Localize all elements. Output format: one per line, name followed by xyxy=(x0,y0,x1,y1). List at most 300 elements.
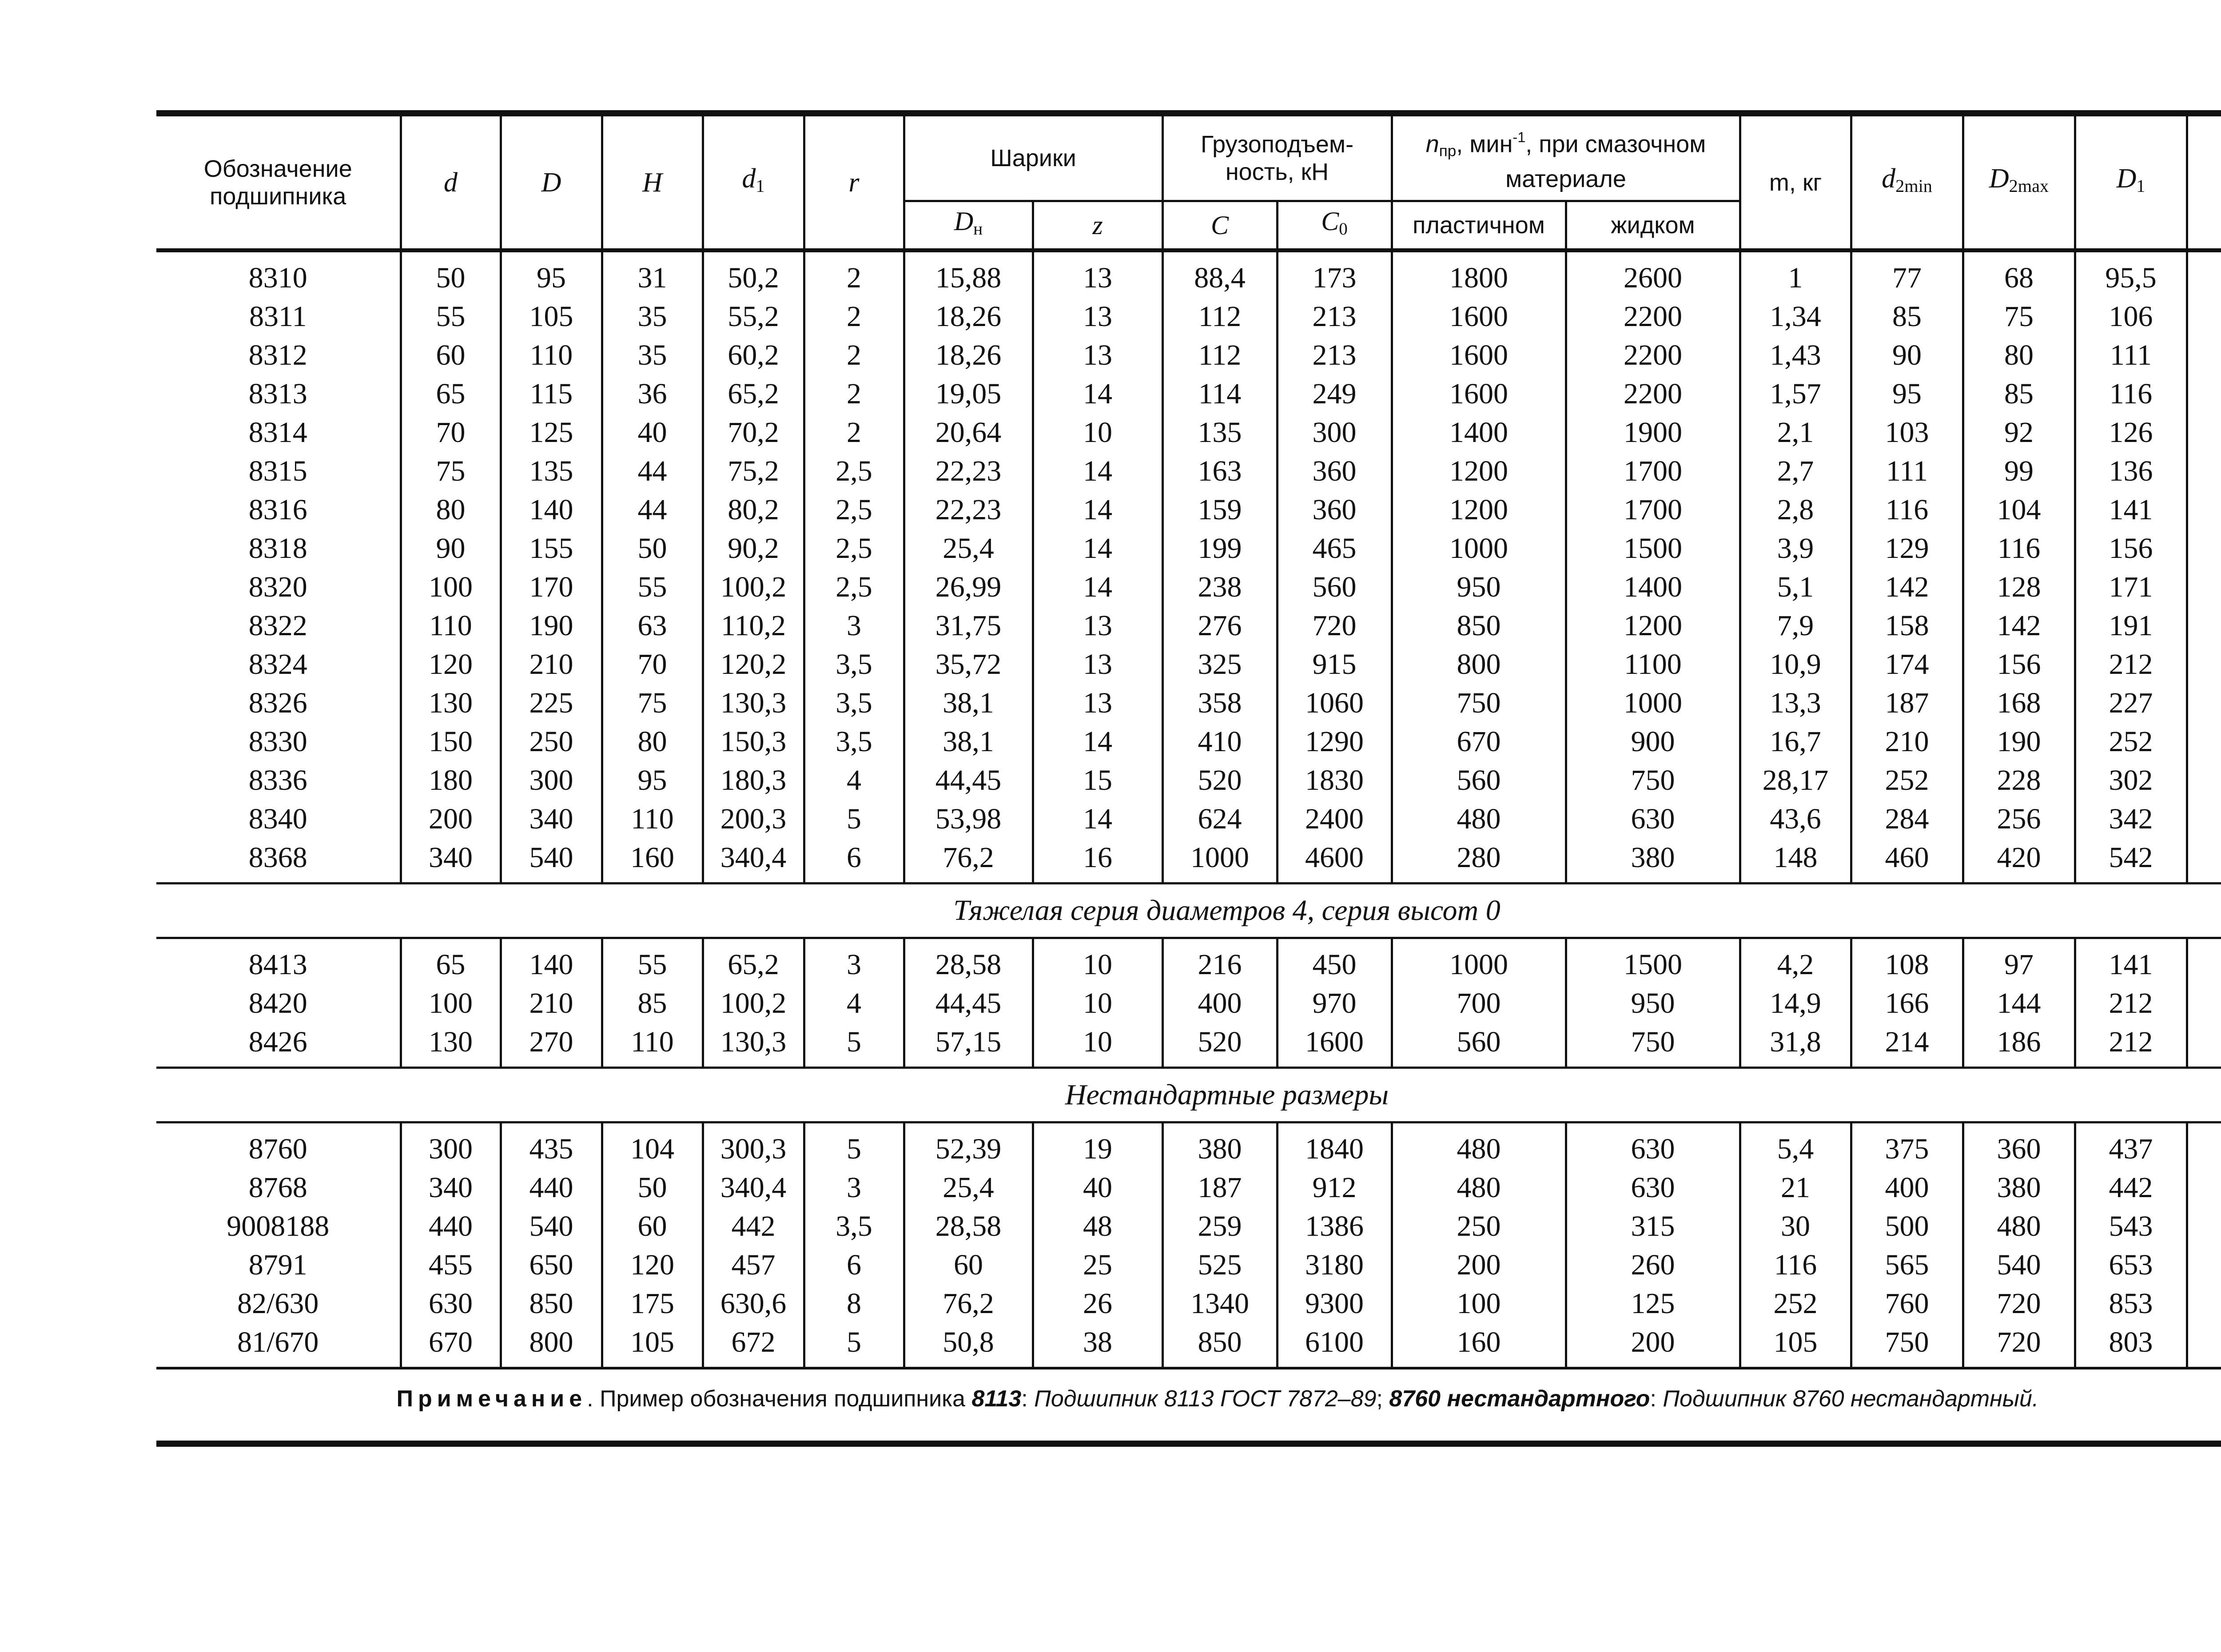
table-cell: 542 xyxy=(2075,838,2187,884)
table-cell: 1600 xyxy=(1392,374,1566,413)
table-cell xyxy=(2187,645,2221,684)
table-cell: 110 xyxy=(602,800,703,838)
table-cell: 6 xyxy=(804,838,904,884)
table-cell: 400 xyxy=(1851,1168,1963,1207)
table-cell: 700 xyxy=(1392,984,1566,1023)
table-cell: 80,2 xyxy=(703,490,804,529)
table-cell: 543 xyxy=(2075,1207,2187,1246)
table-cell: 110 xyxy=(501,336,602,374)
table-cell: 2,5 xyxy=(804,568,904,606)
table-cell: 160 xyxy=(1392,1323,1566,1367)
bearing-designation-cell: 8322 xyxy=(248,609,307,642)
table-cell: 375 xyxy=(1851,1123,1963,1169)
table-cell: 5 xyxy=(804,800,904,838)
header-C0: $C_0$ xyxy=(1277,201,1392,249)
table-cell: 200 xyxy=(1392,1246,1566,1284)
table-cell: 104 xyxy=(602,1123,703,1169)
table-cell: 440 xyxy=(501,1168,602,1207)
table-cell: 10 xyxy=(1033,1023,1162,1068)
table-cell: 380 xyxy=(1566,838,1740,884)
table-cell: 20,64 xyxy=(904,413,1033,452)
table-cell: 672 xyxy=(703,1323,804,1367)
table-cell: 1500 xyxy=(1566,938,1740,984)
table-cell: 2200 xyxy=(1566,297,1740,336)
table-cell: 3,9 xyxy=(1740,529,1851,568)
table-cell: 480 xyxy=(1392,1168,1566,1207)
table-cell: 2200 xyxy=(1566,336,1740,374)
table-cell xyxy=(2187,800,2221,838)
table-cell: 4 xyxy=(804,984,904,1023)
table-cell: 105 xyxy=(501,297,602,336)
table-cell: 136 xyxy=(2075,452,2187,490)
bearing-designation-cell: 81/670 xyxy=(237,1326,319,1358)
table-cell xyxy=(2187,938,2221,984)
table-row xyxy=(156,984,2221,1023)
table-cell: 624 xyxy=(1162,800,1277,838)
table-cell: 25,4 xyxy=(904,1168,1033,1207)
bearing-designation-cell: 8326 xyxy=(248,687,307,719)
table-cell: 14 xyxy=(1033,722,1162,761)
table-cell: 2 xyxy=(804,336,904,374)
header-designation: Обозначение подшипника xyxy=(203,155,352,210)
table-cell: 1,43 xyxy=(1740,336,1851,374)
table-cell: 28,17 xyxy=(1740,761,1851,800)
header-C: C xyxy=(1162,201,1277,249)
table-cell: 850 xyxy=(1392,606,1566,645)
table-cell xyxy=(2187,297,2221,336)
table-cell: 630 xyxy=(1566,1168,1740,1207)
table-cell: 76,2 xyxy=(904,1284,1033,1323)
table-cell: 2,5 xyxy=(804,529,904,568)
note-text: ; xyxy=(1376,1386,1389,1412)
table-cell: 100 xyxy=(401,568,501,606)
table-cell: 442 xyxy=(703,1207,804,1246)
header-d2min: $d_{2min}$ xyxy=(1851,116,1963,248)
table-cell: 225 xyxy=(501,684,602,722)
table-cell: 460 xyxy=(1851,838,1963,884)
header-D: D xyxy=(501,116,602,248)
table-cell: 57,15 xyxy=(904,1023,1033,1068)
table-cell: 340 xyxy=(501,800,602,838)
header-H: H xyxy=(602,116,703,248)
table-cell: 800 xyxy=(501,1323,602,1367)
table-cell: 1340 xyxy=(1162,1284,1277,1323)
table-cell: 450 xyxy=(1277,938,1392,984)
table-cell: 60 xyxy=(401,336,501,374)
table-cell: 14 xyxy=(1033,529,1162,568)
table-cell: 126 xyxy=(2075,413,2187,452)
table-cell: 630,6 xyxy=(703,1284,804,1323)
bearing-designation-cell: 8310 xyxy=(248,262,307,294)
table-cell: 950 xyxy=(1392,568,1566,606)
table-cell: 650 xyxy=(501,1246,602,1284)
table-note xyxy=(156,1367,2221,1441)
table-cell: 140 xyxy=(501,938,602,984)
table-cell: 480 xyxy=(1392,800,1566,838)
table-cell: 630 xyxy=(1566,1123,1740,1169)
note-example: Подшипник 8113 ГОСТ 7872–89 xyxy=(1034,1386,1377,1412)
table-cell: 44 xyxy=(602,452,703,490)
table-cell: 116 xyxy=(1963,529,2075,568)
table-cell xyxy=(2187,1323,2221,1367)
table-cell: 270 xyxy=(501,1023,602,1068)
bearing-designation-cell: 8311 xyxy=(249,300,307,333)
table-cell: 103 xyxy=(1851,413,1963,452)
table-cell: 50,2 xyxy=(703,252,804,297)
table-cell: 13 xyxy=(1033,606,1162,645)
table-cell: 1000 xyxy=(1162,838,1277,884)
table-cell: 155 xyxy=(501,529,602,568)
table-cell: 1100 xyxy=(1566,645,1740,684)
table-cell xyxy=(2187,1284,2221,1323)
table-cell: 148 xyxy=(1740,838,1851,884)
note-text: : xyxy=(1021,1386,1035,1412)
table-cell: 1386 xyxy=(1277,1207,1392,1246)
header-d1: $d_1$ xyxy=(703,116,804,248)
table-cell: 19 xyxy=(1033,1123,1162,1169)
table-cell: 850 xyxy=(1162,1323,1277,1367)
table-cell: 130 xyxy=(401,684,501,722)
table-cell: 95,5 xyxy=(2075,252,2187,297)
table-cell xyxy=(2187,1246,2221,1284)
table-cell: 302 xyxy=(2075,761,2187,800)
table-cell: 360 xyxy=(1963,1123,2075,1169)
table-cell: 16 xyxy=(1033,838,1162,884)
table-cell: 200,3 xyxy=(703,800,804,838)
table-cell: 100,2 xyxy=(703,568,804,606)
table-cell: 110 xyxy=(602,1023,703,1068)
table-cell: 18,26 xyxy=(904,336,1033,374)
table-cell: 31,75 xyxy=(904,606,1033,645)
table-cell: 212 xyxy=(2075,1023,2187,1068)
table-cell xyxy=(2187,252,2221,297)
table-cell: 560 xyxy=(1277,568,1392,606)
table-cell: 410 xyxy=(1162,722,1277,761)
table-cell: 44,45 xyxy=(904,984,1033,1023)
note-label: Примечание xyxy=(396,1386,587,1412)
table-cell: 480 xyxy=(1963,1207,2075,1246)
table-cell: 60 xyxy=(904,1246,1033,1284)
bearing-designation-cell: 8336 xyxy=(248,764,307,796)
table-cell: 457 xyxy=(703,1246,804,1284)
table-cell: 13 xyxy=(1033,252,1162,297)
table-cell: 249 xyxy=(1277,374,1392,413)
table-cell: 187 xyxy=(1162,1168,1277,1207)
header-r: r xyxy=(804,116,904,248)
table-cell: 100 xyxy=(1392,1284,1566,1323)
table-cell: 36 xyxy=(602,374,703,413)
table-cell: 116 xyxy=(1851,490,1963,529)
table-cell: 1600 xyxy=(1392,297,1566,336)
table-cell: 150,3 xyxy=(703,722,804,761)
bearing-designation-cell: 8426 xyxy=(248,1026,307,1058)
table-cell: 340 xyxy=(401,1168,501,1207)
table-cell: 1900 xyxy=(1566,413,1740,452)
table-cell: 99 xyxy=(1963,452,2075,490)
table-row xyxy=(156,529,2221,568)
table-cell: 70,2 xyxy=(703,413,804,452)
table-cell: 213 xyxy=(1277,336,1392,374)
bearing-designation-cell: 8318 xyxy=(248,532,307,565)
top-rule xyxy=(156,110,2221,116)
table-cell: 55 xyxy=(602,938,703,984)
table-cell: 2,7 xyxy=(1740,452,1851,490)
table-cell: 14 xyxy=(1033,490,1162,529)
table-cell: 15 xyxy=(1033,761,1162,800)
table-cell: 13 xyxy=(1033,684,1162,722)
table-cell: 1200 xyxy=(1392,452,1566,490)
table-cell: 159 xyxy=(1162,490,1277,529)
table-cell: 114 xyxy=(1162,374,1277,413)
table-cell: 10 xyxy=(1033,984,1162,1023)
table-cell: 60,2 xyxy=(703,336,804,374)
table-cell: 380 xyxy=(1963,1168,2075,1207)
table-cell: 26 xyxy=(1033,1284,1162,1323)
table-cell: 75,2 xyxy=(703,452,804,490)
table-cell: 76,2 xyxy=(904,838,1033,884)
table-cell: 65 xyxy=(401,374,501,413)
table-cell xyxy=(2187,374,2221,413)
bearing-designation-cell: 8312 xyxy=(248,339,307,371)
note-code: 8113 xyxy=(971,1386,1022,1412)
table-cell: 1400 xyxy=(1566,568,1740,606)
table-cell: 252 xyxy=(2075,722,2187,761)
table-cell: 6100 xyxy=(1277,1323,1392,1367)
table-cell: 142 xyxy=(1963,606,2075,645)
table-cell: 276 xyxy=(1162,606,1277,645)
table-cell: 21 xyxy=(1740,1168,1851,1207)
table-cell: 1000 xyxy=(1392,529,1566,568)
note-example: Подшипник 8760 нестандартный. xyxy=(1663,1386,2039,1412)
table-cell: 166 xyxy=(1851,984,1963,1023)
table-cell: 1700 xyxy=(1566,452,1740,490)
table-cell: 110,2 xyxy=(703,606,804,645)
table-cell: 3,5 xyxy=(804,722,904,761)
table-cell: 95 xyxy=(1851,374,1963,413)
table-cell: 1000 xyxy=(1566,684,1740,722)
table-cell: 435 xyxy=(501,1123,602,1169)
table-cell: 540 xyxy=(501,1207,602,1246)
table-cell: 213 xyxy=(1277,297,1392,336)
table-cell: 170 xyxy=(501,568,602,606)
table-cell xyxy=(2187,684,2221,722)
table-cell: 186 xyxy=(1963,1023,2075,1068)
table-cell: 1600 xyxy=(1277,1023,1392,1068)
bearing-designation-cell: 8340 xyxy=(248,803,307,835)
table-cell: 14 xyxy=(1033,452,1162,490)
table-cell: 3180 xyxy=(1277,1246,1392,1284)
table-cell: 105 xyxy=(1740,1323,1851,1367)
table-cell: 1830 xyxy=(1277,761,1392,800)
table-cell: 1290 xyxy=(1277,722,1392,761)
table-cell: 1400 xyxy=(1392,413,1566,452)
table-cell: 520 xyxy=(1162,1023,1277,1068)
table-cell: 670 xyxy=(1392,722,1566,761)
table-cell: 238 xyxy=(1162,568,1277,606)
table-cell: 455 xyxy=(401,1246,501,1284)
table-cell: 4600 xyxy=(1277,838,1392,884)
table-cell: 227 xyxy=(2075,684,2187,722)
table-cell: 125 xyxy=(1566,1284,1740,1323)
table-cell xyxy=(2187,761,2221,800)
header-D1: $D_1$ xyxy=(2075,116,2187,248)
table-cell: 13 xyxy=(1033,297,1162,336)
bearing-designation-cell: 8791 xyxy=(248,1249,307,1281)
table-cell: 340,4 xyxy=(703,1168,804,1207)
header-Dn: $D_н$ xyxy=(904,201,1033,249)
table-cell: 300 xyxy=(501,761,602,800)
table-cell: 250 xyxy=(1392,1207,1566,1246)
table-cell: 540 xyxy=(501,838,602,884)
table-cell: 560 xyxy=(1392,761,1566,800)
table-cell: 88,4 xyxy=(1162,252,1277,297)
table-cell: 100 xyxy=(401,984,501,1023)
table-cell: 260 xyxy=(1566,1246,1740,1284)
table-cell: 97 xyxy=(1963,938,2075,984)
table-cell: 13 xyxy=(1033,336,1162,374)
table-cell: 44,45 xyxy=(904,761,1033,800)
table-cell: 180,3 xyxy=(703,761,804,800)
note-code: 8760 нестандартного xyxy=(1389,1386,1650,1412)
table-cell: 210 xyxy=(1851,722,1963,761)
header-d: d xyxy=(401,116,501,248)
table-cell: 630 xyxy=(1566,800,1740,838)
table-cell: 128 xyxy=(1963,568,2075,606)
table-cell: 85 xyxy=(602,984,703,1023)
table-cell: 2200 xyxy=(1566,374,1740,413)
table-cell: 53,98 xyxy=(904,800,1033,838)
table-cell: 2,1 xyxy=(1740,413,1851,452)
table-cell: 630 xyxy=(401,1284,501,1323)
table-cell: 55 xyxy=(401,297,501,336)
header-mass: m, кг xyxy=(1740,116,1851,248)
table-cell: 6 xyxy=(804,1246,904,1284)
table-cell: 228 xyxy=(1963,761,2075,800)
bearing-designation-cell: 8314 xyxy=(248,416,307,449)
table-row xyxy=(156,452,2221,490)
table-cell xyxy=(2187,490,2221,529)
table-row xyxy=(156,722,2221,761)
table-cell: 3,5 xyxy=(804,1207,904,1246)
table-cell: 720 xyxy=(1963,1323,2075,1367)
table-cell: 9300 xyxy=(1277,1284,1392,1323)
header-z: z xyxy=(1033,201,1162,249)
table-cell: 2,5 xyxy=(804,490,904,529)
table-cell: 1,34 xyxy=(1740,297,1851,336)
note-text: . Пример обозначения подшипника xyxy=(587,1386,972,1412)
table-cell: 10 xyxy=(1033,938,1162,984)
table-cell: 68 xyxy=(1963,252,2075,297)
table-cell: 80 xyxy=(401,490,501,529)
table-cell: 5 xyxy=(804,1023,904,1068)
bearing-designation-cell: 8330 xyxy=(248,725,307,758)
table-cell: 70 xyxy=(602,645,703,684)
table-cell: 52,39 xyxy=(904,1123,1033,1169)
table-row xyxy=(156,1023,2221,1068)
table-row xyxy=(156,938,2221,984)
table-cell xyxy=(2187,1207,2221,1246)
table-cell: 140 xyxy=(501,490,602,529)
header-balls: Шарики xyxy=(904,116,1162,201)
table-cell: 43,6 xyxy=(1740,800,1851,838)
table-cell: 1000 xyxy=(1392,938,1566,984)
table-cell: 1700 xyxy=(1566,490,1740,529)
table-cell: 250 xyxy=(501,722,602,761)
table-cell: 55 xyxy=(602,568,703,606)
table-cell xyxy=(2187,452,2221,490)
table-cell: 358 xyxy=(1162,684,1277,722)
table-cell: 2,8 xyxy=(1740,490,1851,529)
table-cell: 7,9 xyxy=(1740,606,1851,645)
table-cell xyxy=(2187,1168,2221,1207)
table-cell: 5 xyxy=(804,1323,904,1367)
note-text: : xyxy=(1650,1386,1663,1412)
bearing-designation-cell: 8316 xyxy=(248,494,307,526)
table-row xyxy=(156,838,2221,884)
table-cell: 135 xyxy=(501,452,602,490)
table-cell: 800 xyxy=(1392,645,1566,684)
table-cell: 180 xyxy=(401,761,501,800)
table-cell: 116 xyxy=(1740,1246,1851,1284)
table-cell: 105 xyxy=(602,1323,703,1367)
table-cell: 3 xyxy=(804,606,904,645)
header-D2max: $D_{2max}$ xyxy=(1963,116,2075,248)
table-cell: 8 xyxy=(804,1284,904,1323)
table-cell: 80 xyxy=(1963,336,2075,374)
table-cell: 210 xyxy=(501,984,602,1023)
table-cell: 100,2 xyxy=(703,984,804,1023)
table-cell: 158 xyxy=(1851,606,1963,645)
table-cell: 171 xyxy=(2075,568,2187,606)
table-cell xyxy=(2187,984,2221,1023)
table-cell: 60 xyxy=(602,1207,703,1246)
table-cell: 1060 xyxy=(1277,684,1392,722)
table-cell: 120 xyxy=(401,645,501,684)
table-cell: 360 xyxy=(1277,490,1392,529)
table-cell: 525 xyxy=(1162,1246,1277,1284)
table-cell xyxy=(2187,336,2221,374)
table-cell: 565 xyxy=(1851,1246,1963,1284)
table-cell xyxy=(2187,1023,2221,1068)
table-cell: 163 xyxy=(1162,452,1277,490)
header-plastic: пластичном xyxy=(1392,201,1566,249)
table-cell: 48 xyxy=(1033,1207,1162,1246)
table-cell: 1600 xyxy=(1392,336,1566,374)
table-cell: 720 xyxy=(1277,606,1392,645)
table-cell: 3,5 xyxy=(804,645,904,684)
header-bmin xyxy=(2187,116,2221,248)
table-cell: 1 xyxy=(1740,252,1851,297)
table-cell: 160 xyxy=(602,838,703,884)
table-cell: 174 xyxy=(1851,645,1963,684)
table-cell: 360 xyxy=(1277,452,1392,490)
header-liquid: жидком xyxy=(1566,201,1740,249)
table-cell: 110 xyxy=(401,606,501,645)
table-cell: 853 xyxy=(2075,1284,2187,1323)
table-cell: 85 xyxy=(1851,297,1963,336)
table-cell: 210 xyxy=(501,645,602,684)
table-cell: 90,2 xyxy=(703,529,804,568)
table-cell: 256 xyxy=(1963,800,2075,838)
table-cell: 28,58 xyxy=(904,1207,1033,1246)
table-cell: 1200 xyxy=(1392,490,1566,529)
table-cell: 135 xyxy=(1162,413,1277,452)
table-cell: 2 xyxy=(804,252,904,297)
bearing-designation-cell: 9008188 xyxy=(227,1210,330,1242)
table-cell: 14 xyxy=(1033,800,1162,838)
table-cell: 5,1 xyxy=(1740,568,1851,606)
table-cell: 915 xyxy=(1277,645,1392,684)
